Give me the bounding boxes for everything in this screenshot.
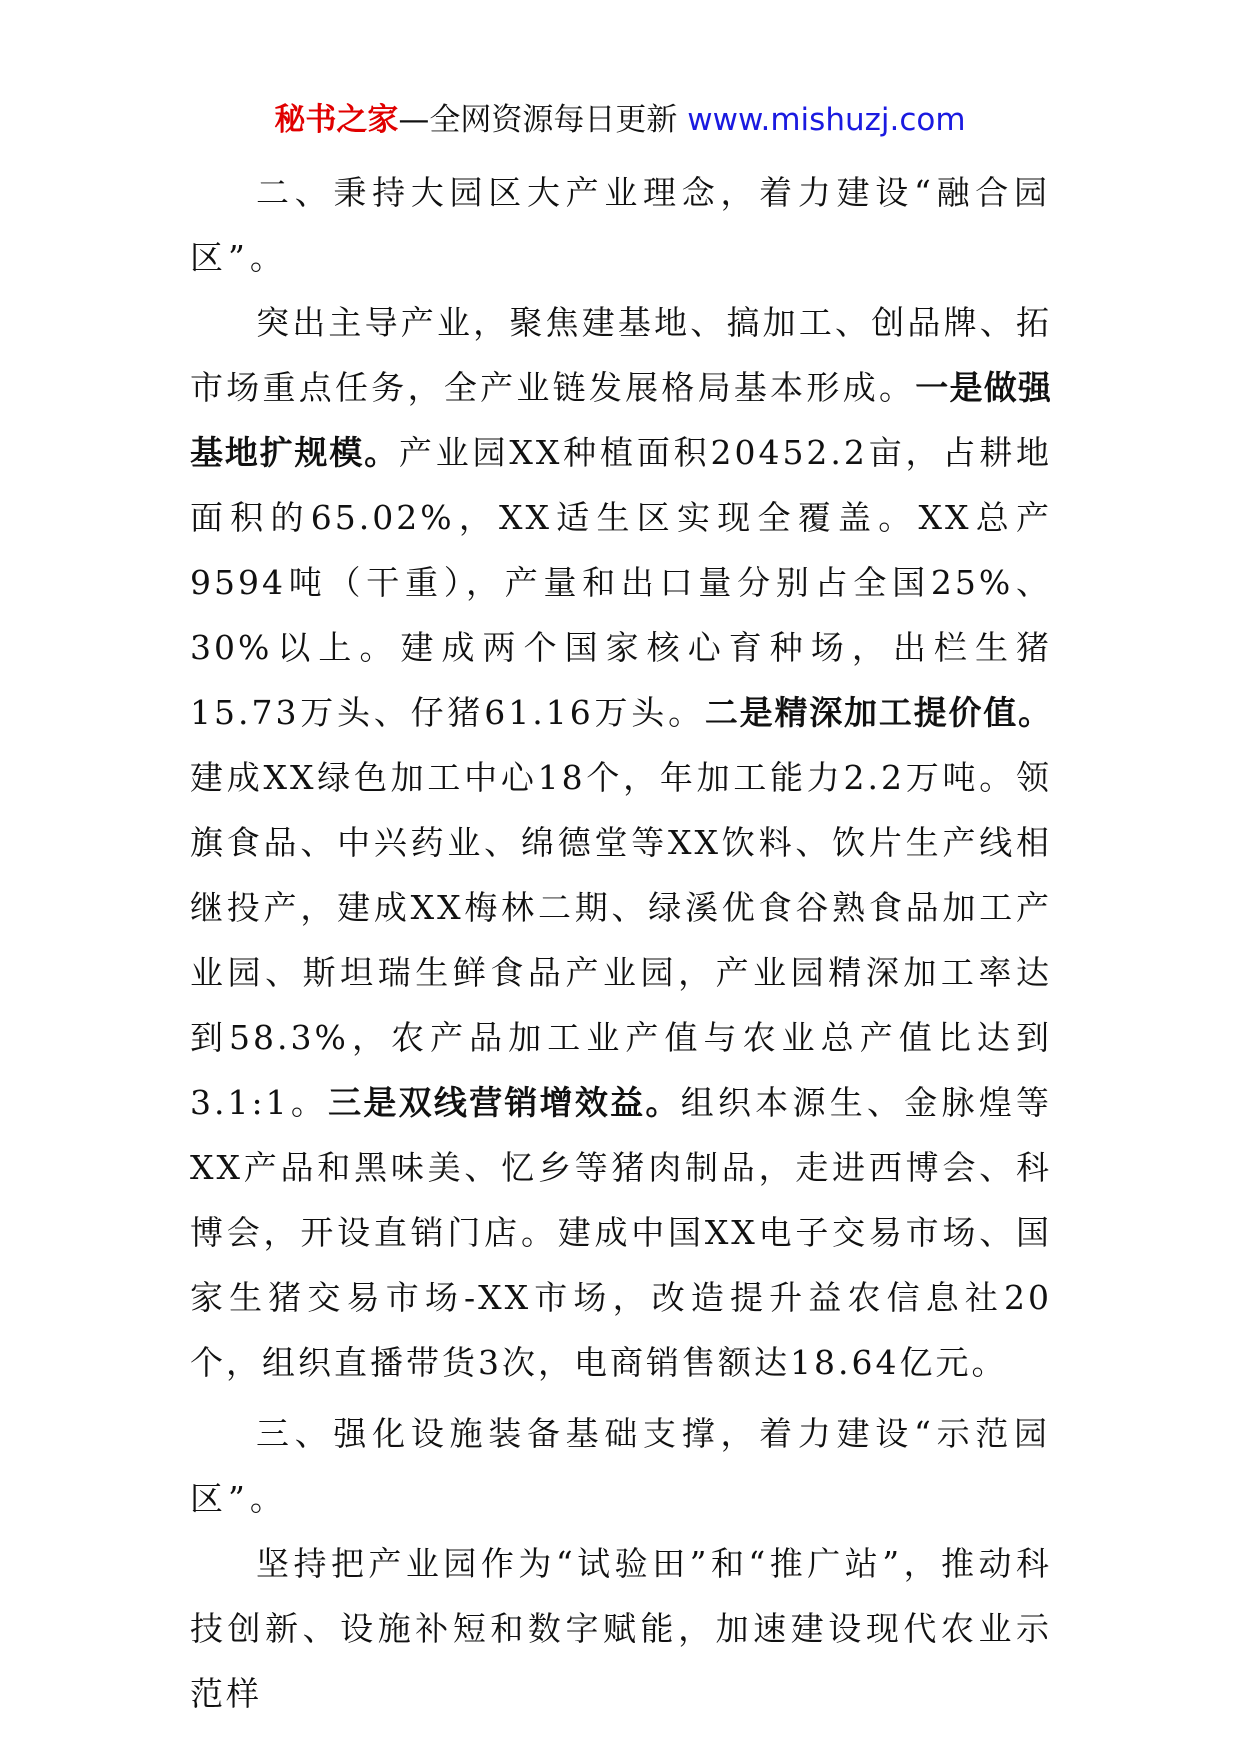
watermark-slogan: —全网资源每日更新 <box>398 102 688 138</box>
watermark-url: www.mishuzj.com <box>687 102 966 138</box>
point-2-text: 建成XX绿色加工中心18个，年加工能力2.2万吨。领旗食品、中兴药业、绵德堂等XX饮料、饮片生产线相继投产，建成XX梅林二期、绿溪优食谷熟食品加工产业园、斯坦瑞生鲜食品产业园，产业园精深加工率达到58.3%，农产品加工业产值与农业总产值比达到3.1:1。 <box>190 758 1052 1122</box>
section-2-heading: 二、秉持大园区大产业理念，着力建设“融合园区”。 <box>190 173 1052 277</box>
point-2-title: 二是精深加工提价值。 <box>704 693 1053 732</box>
section-2-paragraph <box>190 290 1052 1395</box>
section-3-paragraph: 坚持把产业园作为“试验田”和“推广站”，推动科技创新、设施补短和数字赋能，加速建设现代农业示范样 <box>190 1544 1052 1713</box>
point-1-text: 产业园XX种植面积20452.2亩，占耕地面积的65.02%，XX适生区实现全覆盖。XX总产9594吨（干重），产量和出口量分别占全国25%、30%以上。建成两个国家核心育种场，出栏生猪15.73万头、仔猪61.16万头。 <box>190 433 1053 732</box>
point-3-title: 三是双线营销增效益。 <box>328 1083 681 1122</box>
section-3-heading: 三、强化设施装备基础支撑，着力建设“示范园区”。 <box>190 1414 1052 1518</box>
watermark-brand: 秘书之家 <box>274 102 399 138</box>
section-2-intro: 突出主导产业，聚焦建基地、搞加工、创品牌、拓市场重点任务，全产业链发展格局基本形成。 <box>190 303 1052 407</box>
point-3-text: 组织本源生、金脉煌等XX产品和黑味美、忆乡等猪肉制品，走进西博会、科博会，开设直销门店。建成中国XX电子交易市场、国家生猪交易市场-XX市场，改造提升益农信息社20个，组织直播带货3次，电商销售额达18.64亿元。 <box>190 1083 1052 1382</box>
document-body <box>190 160 1052 1726</box>
point-1-title: 一是做强基地扩规模。 <box>190 368 1053 472</box>
watermark-banner <box>0 100 1240 140</box>
